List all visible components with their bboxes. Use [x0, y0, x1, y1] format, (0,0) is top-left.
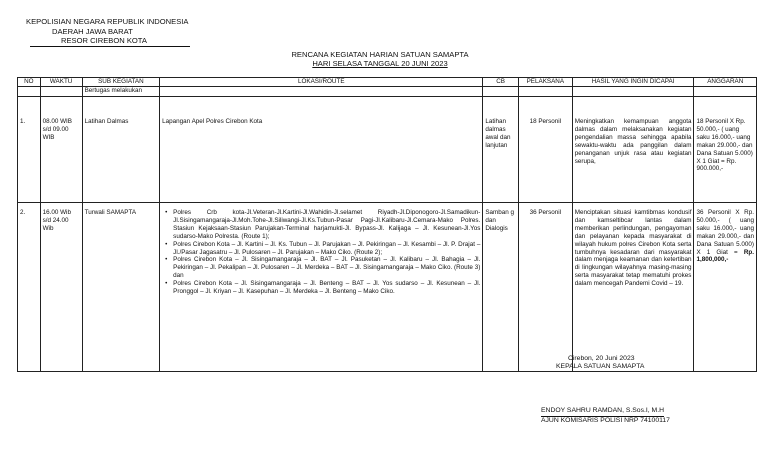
col-header-anggaran: ANGGARAN [694, 78, 757, 87]
organization-header [26, 17, 188, 46]
route-item: • Polres Cirebon Kota – Jl. Sisingamangaraja – Jl. Benteng – BAT – Jl. Yos sudarso – Jl. Kesunean – Jl. Pronggol – Jl. Kriyan – Jl. Kasepuhan – Jl. Merdeka – Jl. Benteng – Mako Ciko. [173, 280, 480, 296]
col-header-hasil: HASIL YANG INGIN DICAPAI [572, 78, 694, 87]
row-waktu: 08.00 WIB s/d 09.00 WIB [40, 97, 82, 203]
route-item: • Polres Cirebon Kota – Jl. Sisingamangaraja – Jl. BAT – Jl. Pasuketan – Jl. Kalibaru – Jl. Bahagia – Jl. Pekiringan – Jl. Pekalipan – Jl. Pulosaren – Jl. Merdeka – BAT – Jl. Sisingamangaraja – Mako Ciko. (Route 3) dan [173, 256, 480, 280]
anggaran-text: 36 Personil X Rp. 50.000,- ( uang saku 16.000,- uang makan 29.000,- dan Dana Satuan 5.000) X 1 Giat = [696, 209, 754, 256]
route-item: • Polres Crb kota-Jl.Veteran-Jl.Kartini-Jl.Wahidin-Jl.selamet Riyadh-Jl.Diponogoro-Jl.Samadikun-Jl.Sisingamangaraja-Jl.Moh.Tohe-Jl.Siliwangi-Jl.Ks.Tubun-Pasar Pagi-Jl.Kalibaru-Jl.Cemara-Mako Polres. Stasiun Kejaksaan-Stasiun Parujakan-Terminal harjamukti-Jl. Bypass-Jl. Kalijaga – Jl. Kesunean-Jl.Yos sudarso-Mako Polresta. (Route 1); [173, 209, 480, 241]
col-header-pelaksana: PELAKSANA [518, 78, 572, 87]
table-subheader-row [18, 87, 757, 97]
title-date-line: HARI SELASA TANGGAL 20 JUNI 2023 [312, 59, 448, 69]
route-list [162, 209, 480, 296]
col-header-lokasi: LOKASI/ROUTE [160, 78, 483, 87]
row-hasil: Meningkatkan kemampuan anggota dalmas dalam melaksanakan kegiatan pengendalian massa sehingga apabila sewaktu-waktu ada panggilan dalam penanganan unjuk rasa atau kegiatan serupa, [572, 97, 694, 203]
org-region-line: DAERAH JAWA BARAT [52, 26, 133, 36]
row-sub-kegiatan: Latihan Dalmas [82, 97, 160, 203]
signer-position: KEPALA SATUAN SAMAPTA [556, 363, 645, 371]
signer-name: ENDOY SAHRU RAMDAN, S.Sos.I, M.H [541, 407, 664, 417]
signer-rank: AJUN KOMISARIS POLISI NRP 74100117 [541, 416, 670, 424]
table-header-row [18, 78, 757, 87]
row-anggaran: 18 Personil X Rp. 50.000,- ( uang saku 16.000,- uang makan 29.000,- dan Dana Satuan 5.000) X 1 Giat = Rp. 900.000,- [694, 97, 757, 203]
subheader-cell: Bertugas melakukan [82, 87, 160, 97]
org-header-rule [30, 46, 190, 47]
row-lokasi: Lapangan Apel Polres Cirebon Kota [160, 97, 483, 203]
row-cb: Samban g dan Dialogis [483, 203, 519, 372]
anggaran-total: Rp. 1,800,000,- [696, 248, 754, 264]
row-anggaran [694, 203, 757, 372]
row-hasil: Menciptakan situasi kamtibmas kondusif dan kamseltibcar lantas dalam memberikan perlindungan, pengayoman dan pelayanan kepada masyarakat di wilayah hukum polres Cirebon Kota serta tumbuhnya kesadaran dari masyarakat dalam menjaga keamanan dan ketertiban di lingkungan wilayahnya masing-masing serta masyarakat tetap mematuhi prokes dalam mencegah Pandemi Covid – 19. [572, 203, 694, 372]
col-header-sub-kegiatan: SUB KEGIATAN [82, 78, 160, 87]
place-date: Cirebon, 20 Juni 2023 [568, 355, 635, 362]
table-row [18, 97, 757, 203]
activity-table [17, 77, 757, 372]
signature-block [541, 407, 670, 425]
row-lokasi [160, 203, 483, 372]
row-waktu: 16.00 Wib s/d 24.00 Wib [40, 203, 82, 372]
row-cb: Latihan dalmas awal dan lanjutan [483, 97, 519, 203]
org-unit-line: RESOR CIREBON KOTA [61, 36, 147, 46]
table-row [18, 203, 757, 372]
row-no: 1. [18, 97, 41, 203]
signature-header [556, 355, 644, 372]
row-no: 2. [18, 203, 41, 372]
document-title [250, 50, 510, 69]
row-pelaksana: 36 Personil [518, 203, 572, 372]
org-name-line: KEPOLISIAN NEGARA REPUBLIK INDONESIA [26, 17, 189, 26]
route-item: • Polres Cirebon Kota – Jl. Kartini – Jl. Ks. Tubun – Jl. Parujakan – Jl. Pekiringan – Jl. Kesambi – Jl. P. Drajat – Jl./Pasar Jagasatru – Jl. Pulosaren – Jl. Parujakan – Mako Ciko. (Route 2); [173, 241, 480, 257]
col-header-no: NO [18, 78, 41, 87]
row-pelaksana: 18 Personil [518, 97, 572, 203]
col-header-cb: CB [483, 78, 519, 87]
row-sub-kegiatan: Turwali SAMAPTA [82, 203, 160, 372]
col-header-waktu: WAKTU [40, 78, 82, 87]
title-line: RENCANA KEGIATAN HARIAN SATUAN SAMAPTA [291, 50, 469, 59]
